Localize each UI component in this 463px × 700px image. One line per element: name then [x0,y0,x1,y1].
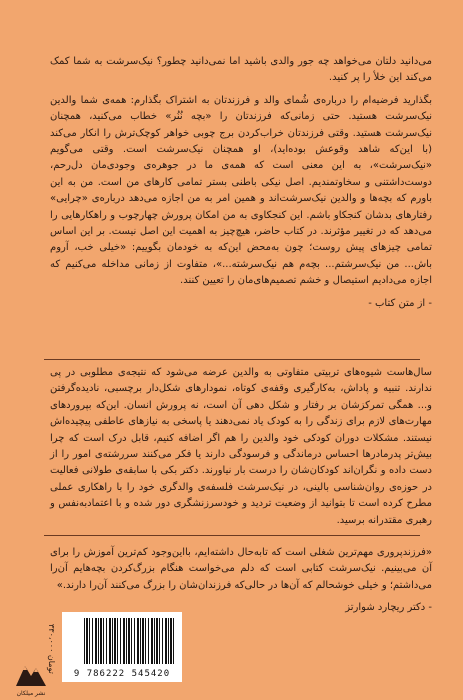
intro-paragraph: بگذارید فرضیه‌ام را درباره‌ی شُمای والد و فرزندتان به اشتراک بگذارم: همه‌ی شما والدین نیک‌سرشت هستید. حتی زمانی‌که فرزندتان را «بچه نُنُر» خطاب می‌کنید، همچنان نیک‌سرشت هستید. وقتی فرزندتان خراب‌کردن برج چوبی خواهر کوچک‌ترش را انکار می‌کند (با این‌که شاهد وقوعش بوده‌اید)، او همچنان نیک‌سرشت است. وقتی می‌گویم «نیک‌سرشت»، به این معنی است که همه‌ی ما در جوهره‌ی وجودی‌مان دل‌رحم، دوست‌داشتنی و سخاوتمندیم. اصل نیکی باطنی بستر تمامی کارهای من است. من به این باورم که بچه‌ها و والدین نیک‌سرشت‌اند و همین امر به من اجازه می‌دهد درباره‌ی «چرایی» رفتارهای بدشان کنجکاو باشم. این کنجکاوی به من امکان پرورش چهارچوب و راهکارهایی را می‌دهد که در تغییر مؤثرند. در کتاب حاضر، هیچ‌چیز به اهمیت این اصل نیست. بر این اساس تمامی چیزهای پیش روست؛ چون به‌محض این‌که به خودمان بگوییم: «خیلی خب، آروم باش... من نیک‌سرشتم... بچه‌م هم نیک‌سرشته...»، متفاوت از زمانی مداخله می‌کنیم که اجازه می‌دادیم استیصال و خشم تصمیم‌های‌مان را تعیین کنند. [50,94,432,287]
price-label: ۳۳۰،۰۰۰ تومان [47,624,56,674]
barcode-bars [84,618,176,664]
publisher-name: نشر میلکان [16,690,46,697]
section-divider [44,535,420,536]
book-description [50,365,432,535]
endorsement-quote [50,545,432,617]
quote-text: «فرزندپروری مهم‌ترین شغلی است که تابه‌حال داشته‌ایم، با‌این‌وجود کم‌ترین آموزش را برای آن می‌بینیم. نیک‌سرشت کتابی است که دلم می‌خواست هنگام بزرگ‌کردن بچه‌هایم آن‌را می‌داشتم؛ و خیلی خوشحالم که آن‌ها در حالی‌که فرزندان‌شان را بزرگ می‌کنند آن‌را دارند.» [50,547,432,591]
intro-excerpt [50,54,432,312]
intro-paragraph: می‌دانید دلتان می‌خواهد چه جور والدی باشید اما نمی‌دانید چطور؟ نیک‌سرشت به شما کمک می‌کند این خلأ را پر کنید. [50,56,432,84]
description-text: سال‌هاست شیوه‌های تربیتی متفاوتی به والدین عرضه می‌شود که نتیجه‌ی مطلوبی در پی ندارند. تنبیه و پاداش، به‌کارگیری وقفه‌ی کوتاه، نمودارهای شکل‌دار برچسبی، نادیده‌گرفتن و... همگی تمرکزشان بر رفتار و شکل دهی آن است، نه پرورش انسان. این‌که بپروردهای مهارت‌های لازم برای زندگی را به کودک یاد نمی‌دهند یا پاسخی به نیازهای عاطفی پیچیده‌اش نیستند. مشکلات دوران کودکی خود والدین را هم اگر اضافه کنیم، قابل درک است که چرا بیش‌تر پدرمادرها احساس درماندگی و فرسودگی دارند یا فکر می‌کنند سررشته‌ی امور را از دست داده و نگران‌اند کودکان‌شان را درست بار نیاورند. دکتر بکی با سابقه‌ی طولانی فعالیت در حوزه‌ی روان‌شناسی بالینی، در نیک‌سرشت فلسفه‌ی والدگری خود را با راهکاری عملی مطرح کرده است تا بتوانید از وضعیت تردید و خودسرزنشگری دور شده و با اعتمادبه‌نفس و رهبری مقتدرانه برسید. [50,367,432,526]
barcode-number: 9 786222 545420 [73,669,171,679]
publisher-logo-icon [14,656,48,690]
section-divider [44,359,420,360]
excerpt-source: - از متن کتاب - [368,297,432,309]
isbn-barcode [62,612,182,682]
quote-attribution: - دکتر ریچارد شوارتز [345,602,432,614]
